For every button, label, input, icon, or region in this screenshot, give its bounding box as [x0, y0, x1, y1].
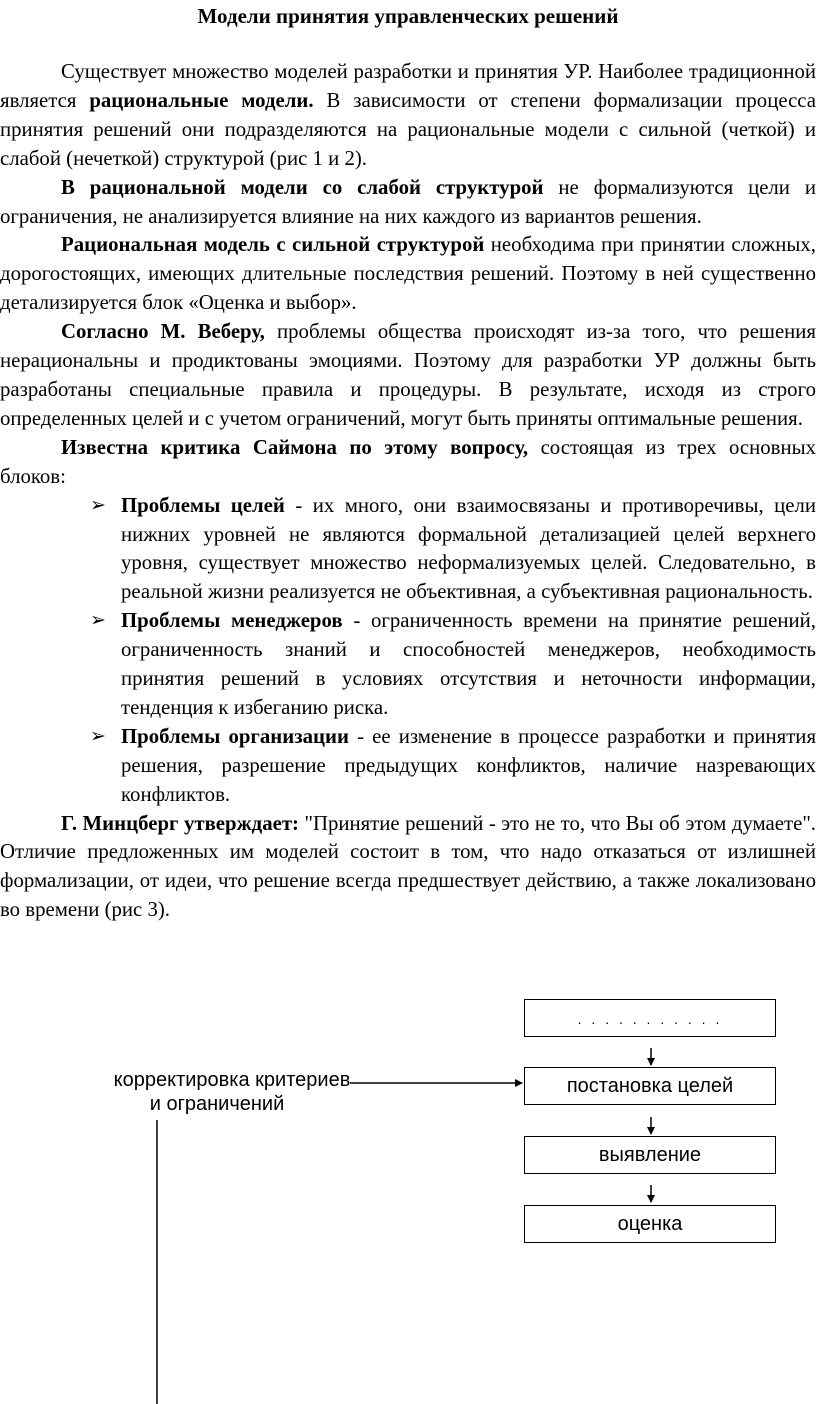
paragraph-6: Г. Минцберг утверждает: "Принятие решений - это не то, что Вы об этом думаете". Отличие предложенных им моделей состоит в том, что надо отказаться от излишней формализации, от идеи, что решение всегда предшествует действию, а также локализовано во времени (рис 3). — [0, 811, 816, 922]
arrow-bullet-icon: ➢ — [90, 494, 106, 516]
list-item: ➢ Проблемы организации - ее изменение в процессе разработки и принятия решения, разрешение предыдущих конфликтов, наличие назревающих конфликтов. — [90, 724, 816, 806]
process-diagram — [0, 990, 816, 1404]
paragraph-4: Согласно М. Веберу, проблемы общества происходят из-за того, что решения нерациональны и продиктованы эмоциями. Поэтому для разработки УР должны быть разработаны специальные правила и процедуры. В результате, исходя из строго определенных целей и с учетом ограничений, могут быть приняты оптимальные решения. — [0, 320, 816, 430]
paragraph-3: Рациональная модель с сильной структурой необходима при принятии сложных, дорогостоящих, имеющих длительные последствия решений. Поэтому в ней существенно детализируется блок «Оценка и выбор». — [0, 233, 816, 315]
box-top-ellipsis: . . . . . . . . . . . — [524, 999, 776, 1037]
arrow-bullet-icon: ➢ — [90, 610, 106, 632]
feedback-label: корректировка критериев и ограничений — [113, 1069, 351, 1115]
box-identification: выявление — [524, 1136, 776, 1174]
document-body — [0, 58, 816, 925]
paragraph-2: В рациональной модели со слабой структурой не формализуются цели и ограничения, не анализируется влияние на них каждого из вариантов решения. — [0, 175, 816, 228]
list-item: ➢ Проблемы менеджеров - ограниченность времени на принятие решений, ограниченность знаний и способностей менеджеров, необходимость принятия решений в условиях отсутствия и неточности информации, тенденция к избеганию риска. — [90, 609, 816, 719]
box-evaluation: оценка — [524, 1205, 776, 1243]
box-goal-setting: постановка целей — [524, 1067, 776, 1105]
diagram-connectors — [0, 990, 816, 1404]
paragraph-5: Известна критика Саймона по этому вопросу, состоящая из трех основных блоков: — [0, 435, 816, 488]
bullet-list — [0, 492, 816, 810]
page-title: Модели принятия управленческих решений — [197, 4, 619, 28]
paragraph-1: Существует множество моделей разработки и принятия УР. Наиболее традиционной является рациональные модели. В зависимости от степени формализации процесса принятия решений они подразделяются на рациональные модели с сильной (четкой) и слабой (нечеткой) структурой (рис 1 и 2). — [0, 60, 816, 170]
arrow-bullet-icon: ➢ — [90, 725, 106, 747]
list-item: ➢ Проблемы целей - их много, они взаимосвязаны и противоречивы, цели нижних уровней не являются формальной детализацией целей верхнего уровня, существует множество неформализуемых целей. Следовательно, в реальной жизни реализуется не объективная, а субъективная рациональность. — [90, 493, 816, 604]
